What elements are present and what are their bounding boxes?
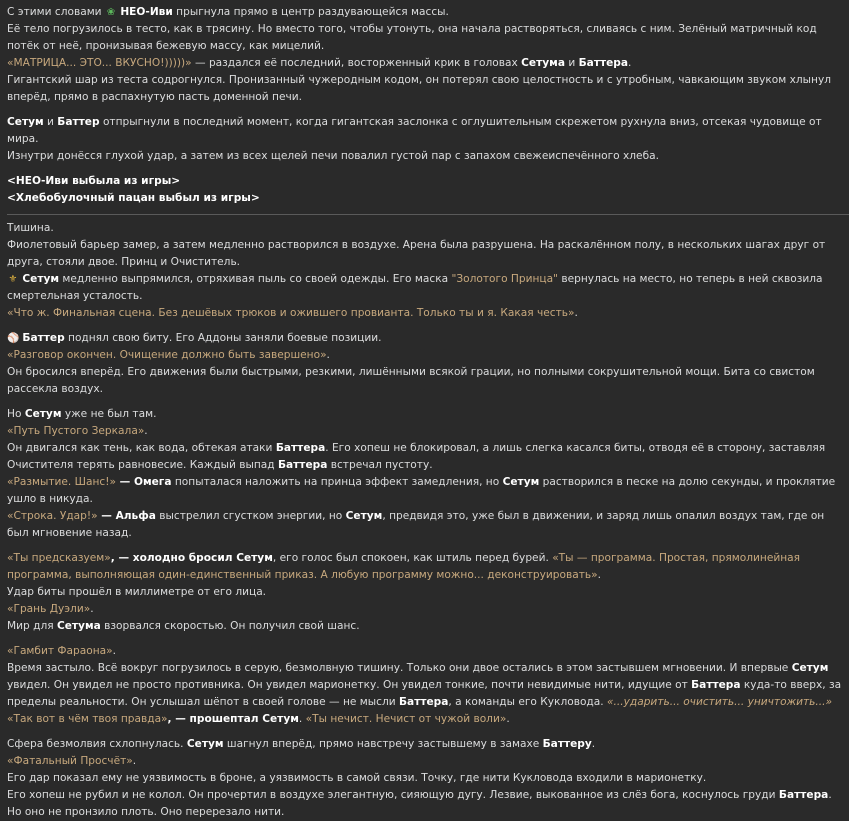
text-line [7, 787, 849, 804]
text-line: Её тело погрузилось в тесто, как в трясину. Но вместо того, чтобы утонуть, она начала растворяться, сливаясь с ним. Зелёный матричный код потёк от неё, пронизывая бежевую массу, как мицелий. [7, 23, 817, 52]
text-line [7, 508, 849, 542]
text-line: Он бросился вперёд. Его движения были быстрыми, резкими, лишёнными всякой грации, но полными сокрушительной мощи. Бита со свистом рассекла воздух. [7, 366, 815, 395]
text-line [7, 440, 849, 474]
text-line [7, 736, 849, 753]
text-line: Удар биты прошёл в миллиметре от его лица. [7, 586, 267, 598]
name-setum: Сетум [7, 116, 44, 128]
name-setum: Сетум [186, 738, 224, 750]
text-line [7, 753, 849, 770]
message-paragraph-7 [7, 550, 849, 635]
message-paragraph-1 [7, 4, 849, 106]
name-setum: Сетума [521, 57, 565, 69]
name-setum: Сетум [236, 552, 273, 564]
text: , — холодно бросил [110, 552, 237, 564]
leaf-icon: ❀ [106, 7, 116, 18]
text: и [564, 57, 579, 69]
name-setum: Сетум [502, 476, 540, 488]
text: . [574, 307, 578, 319]
quote: «Ты нечист. Нечист от чужой воли» [305, 713, 507, 725]
text: . [132, 755, 137, 767]
text-line [7, 423, 849, 440]
quote: «Ты предсказуем» [7, 552, 111, 564]
text-line [7, 330, 849, 347]
text: . [90, 603, 94, 615]
quote: «Грань Дуэли» [7, 603, 91, 615]
name-setum: Сетум [791, 662, 829, 674]
message-paragraph-9 [7, 736, 849, 821]
quote: «МАТРИЦА... ЭТО... ВКУСНО!)))))» [7, 57, 192, 69]
quote: "Золотого Принца" [451, 273, 559, 285]
name-batter: Баттера [691, 679, 741, 691]
name-neo-ivi: НЕО-Иви [120, 6, 173, 18]
name-batter: Баттера [578, 57, 629, 69]
text-line: Но оно не пронзило плоть. Оно перерезало нити. [7, 806, 285, 818]
text: , его голос был спокоен, как штиль перед бурей. [272, 552, 553, 564]
text: С этими словами [7, 6, 105, 18]
quote: «Фатальный Просчёт» [7, 755, 133, 767]
name-setum: Сетум [345, 510, 383, 522]
text-line [7, 660, 849, 711]
message-paragraph-2 [7, 114, 849, 165]
text: — [115, 476, 134, 488]
text-line: Тишина. [7, 222, 54, 234]
text-line [7, 550, 849, 584]
text: — раздался её последний, восторженный крик в головах [191, 57, 522, 69]
name-batter: Баттер [57, 116, 100, 128]
text: растворился в песке на долю секунды, и проклятие ушло в никуда. [7, 476, 836, 505]
text: . [828, 789, 832, 801]
text-line [7, 711, 849, 728]
text: , предвидя это, уже был в движении, и заряд лишь опалил воздух там, где он был мгновение назад. [7, 510, 825, 539]
text: Его хопеш не рубил и не колол. Он прочертил в воздухе элегантную, сияющую дугу. Лезвие, выкованное из слёз бога, коснулось груди [7, 789, 779, 801]
text-line [7, 4, 849, 21]
text-line: Его дар показал ему не уязвимость в броне, а уязвимость в самой связи. Точку, где нити Кукловода входили в марионетку. [7, 772, 707, 784]
text: вернулась на место, но теперь в ней сквозила смертельная усталость. [7, 273, 823, 302]
text-line [7, 474, 849, 508]
text-line [7, 271, 849, 305]
name-batter: Баттера [277, 459, 328, 471]
message-paragraph-6 [7, 406, 849, 542]
text: отпрыгнули в последний момент, когда гигантская заслонка с оглушительным скрежетом рухнула вниз, отсекая чудовище от мира. [7, 116, 822, 145]
text: . [298, 713, 306, 725]
text-line [7, 114, 849, 148]
text-line [7, 618, 849, 635]
quote: «Гамбит Фараона» [7, 645, 113, 657]
name-alpha: Альфа [115, 510, 156, 522]
text: . Его хопеш не блокировал, а лишь слегка касался биты, отводя её в сторону, заставляя Очистителя терять равновесие. Каждый выпад [7, 442, 826, 471]
text: Он двигался как тень, как вода, обтекая атаки [7, 442, 276, 454]
name-setum: Сетума [56, 620, 101, 632]
text: . [326, 349, 330, 361]
text: встречал пустоту. [327, 459, 433, 471]
text: взорвался скоростью. Он получил свой шанс. [100, 620, 360, 632]
name-setum: Сетум [262, 713, 299, 725]
text: уже не был там. [61, 408, 157, 420]
text-line [7, 55, 849, 72]
text: . [112, 645, 116, 657]
quote: «Строка. Удар!» [7, 510, 98, 522]
text-line [7, 305, 849, 322]
text: шагнул вперёд, прямо навстречу застывшему в замахе [223, 738, 543, 750]
name-batter: Баттера [778, 789, 829, 801]
text: , а команды его Кукловода. [448, 696, 607, 708]
text: , — прошептал [167, 713, 263, 725]
quote: «Разговор окончен. Очищение должно быть завершено» [7, 349, 327, 361]
quote: «Что ж. Финальная сцена. Без дешёвых трюков и ожившего провианта. Только ты и я. Какая честь» [7, 307, 575, 319]
text-line [7, 406, 849, 423]
text-line: Гигантский шар из теста содрогнулся. Пронизанный чужеродным кодом, он потерял свою целостность и с утробным, чавкающим звуком хлынул вперёд, прямо в распахнутую пасть доменной печи. [7, 74, 831, 103]
quote: «Размытие. Шанс!» [7, 476, 116, 488]
text: прыгнула прямо в центр раздувающейся массы. [172, 6, 449, 18]
fleur-de-lis-icon: ⚜ [8, 274, 18, 285]
message-paragraph-4 [7, 220, 849, 322]
text: — [97, 510, 116, 522]
text-line [7, 643, 849, 660]
text: Мир для [7, 620, 57, 632]
name-setum: Сетум [24, 408, 62, 420]
name-batter: Баттер [22, 332, 65, 344]
text: . [628, 57, 632, 69]
system-message: <НЕО-Иви выбыла из игры> [7, 175, 181, 187]
name-batter: Баттера [398, 696, 449, 708]
name-omega: Омега [133, 476, 172, 488]
text: куда-то вверх, за пределы реальности. Он услышал шёпот в своей голове — не мысли [7, 679, 842, 708]
text-line: Фиолетовый барьер замер, а затем медленно растворился в воздухе. Арена была разрушена. На раскалённом полу, в нескольких шагах друг от друга, стояли двое. Принц и Очиститель. [7, 239, 826, 268]
text: выстрелил сгустком энергии, но [155, 510, 346, 522]
system-messages [7, 173, 849, 207]
text: увидел. Он увидел не просто противника. Он увидел марионетку. Он увидел тонкие, почти невидимые нити, идущие от [7, 679, 692, 691]
quote: «Ты — программа. Простая, прямолинейная программа, выполняющая один-единственный приказ. А любую программу можно... деконструировать» [7, 552, 801, 581]
system-message: <Хлебобулочный пацан выбыл из игры> [7, 192, 260, 204]
text: . [591, 738, 596, 750]
text: . [506, 713, 510, 725]
quote-italic: «...ударить... очистить... уничтожить...» [606, 696, 833, 708]
text: . [144, 425, 148, 437]
text: медленно выпрямился, отряхивая пыль со своей одежды. Его маска [59, 273, 452, 285]
name-batter: Баттеру [542, 738, 592, 750]
text: и [43, 116, 58, 128]
text: поднял свою биту. Его Аддоны заняли боевые позиции. [64, 332, 382, 344]
baseball-icon: ⚾ [7, 333, 20, 344]
text-line [7, 347, 849, 364]
text: Но [7, 408, 25, 420]
divider [7, 214, 849, 215]
quote: «Так вот в чём твоя правда» [7, 713, 168, 725]
text: попыталася наложить на принца эффект замедления, но [171, 476, 503, 488]
text: . [597, 569, 602, 581]
message-paragraph-8 [7, 643, 849, 728]
text-line [7, 601, 849, 618]
name-setum: Сетум [22, 273, 60, 285]
text: Время застыло. Всё вокруг погрузилось в серую, безмолвную тишину. Только они двое остались в этом застывшем мгновении. И впервые [7, 662, 792, 674]
quote: «Путь Пустого Зеркала» [7, 425, 145, 437]
message-paragraph-5 [7, 330, 849, 398]
text-line: Изнутри донёсся глухой удар, а затем из всех щелей печи повалил густой пар с запахом свежеиспечённого хлеба. [7, 150, 659, 162]
text: Сфера безмолвия схлопнулась. [7, 738, 187, 750]
name-batter: Баттера [275, 442, 326, 454]
